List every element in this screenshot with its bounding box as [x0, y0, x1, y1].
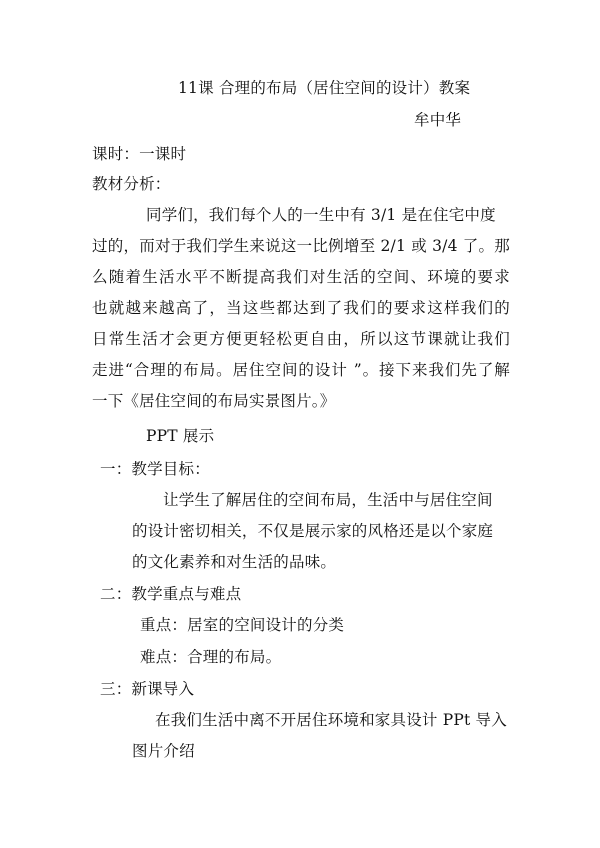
paragraph-line: 过的，而对于我们学生来说这一比例增至 2/1 或 3/4 了。那: [92, 237, 510, 255]
paragraph-line: 同学们，我们每个人的一生中有 3/1 是在住宅中度: [146, 206, 496, 224]
objective-line: 让学生了解居住的空间布局，生活中与居住空间: [163, 491, 493, 509]
section-one-heading: 一：教学目标：: [100, 460, 210, 478]
ppt-show-label: PPT 展示: [146, 427, 215, 445]
intro-line: 在我们生活中离不开居住环境和家具设计 PPt 导入: [155, 711, 507, 729]
difficulty-point: 难点：合理的布局。: [140, 648, 282, 666]
document-title: 11课 合理的布局（居住空间的设计）教案: [178, 79, 471, 97]
section-three-heading: 三：新课导入: [100, 680, 195, 698]
objective-line: 的设计密切相关，不仅是展示家的风格还是以个家庭: [132, 522, 494, 540]
paragraph-line: 也就越来越高了，当这些都达到了我们的要求这样我们的: [92, 299, 510, 317]
paragraph-line: 一下《居住空间的布局实景图片。》: [92, 392, 336, 410]
class-hours: 课时：一课时: [92, 145, 187, 163]
paragraph-line: 么随着生活水平不断提高我们对生活的空间、环境的要求: [92, 268, 510, 286]
textbook-analysis-heading: 教材分析：: [92, 175, 171, 193]
author-name: 牟中华: [414, 111, 462, 129]
section-two-heading: 二：教学重点与难点: [100, 585, 242, 603]
paragraph-line: 走进“合理的布局。居住空间的设计 ”。接下来我们先了解: [92, 361, 510, 379]
key-point: 重点：居室的空间设计的分类: [140, 616, 345, 634]
paragraph-line: 日常生活才会更方便更轻松更自由，所以这节课就让我们: [92, 330, 510, 348]
objective-line: 的文化素养和对生活的品味。: [132, 553, 337, 571]
intro-line: 图片介绍: [132, 742, 195, 760]
